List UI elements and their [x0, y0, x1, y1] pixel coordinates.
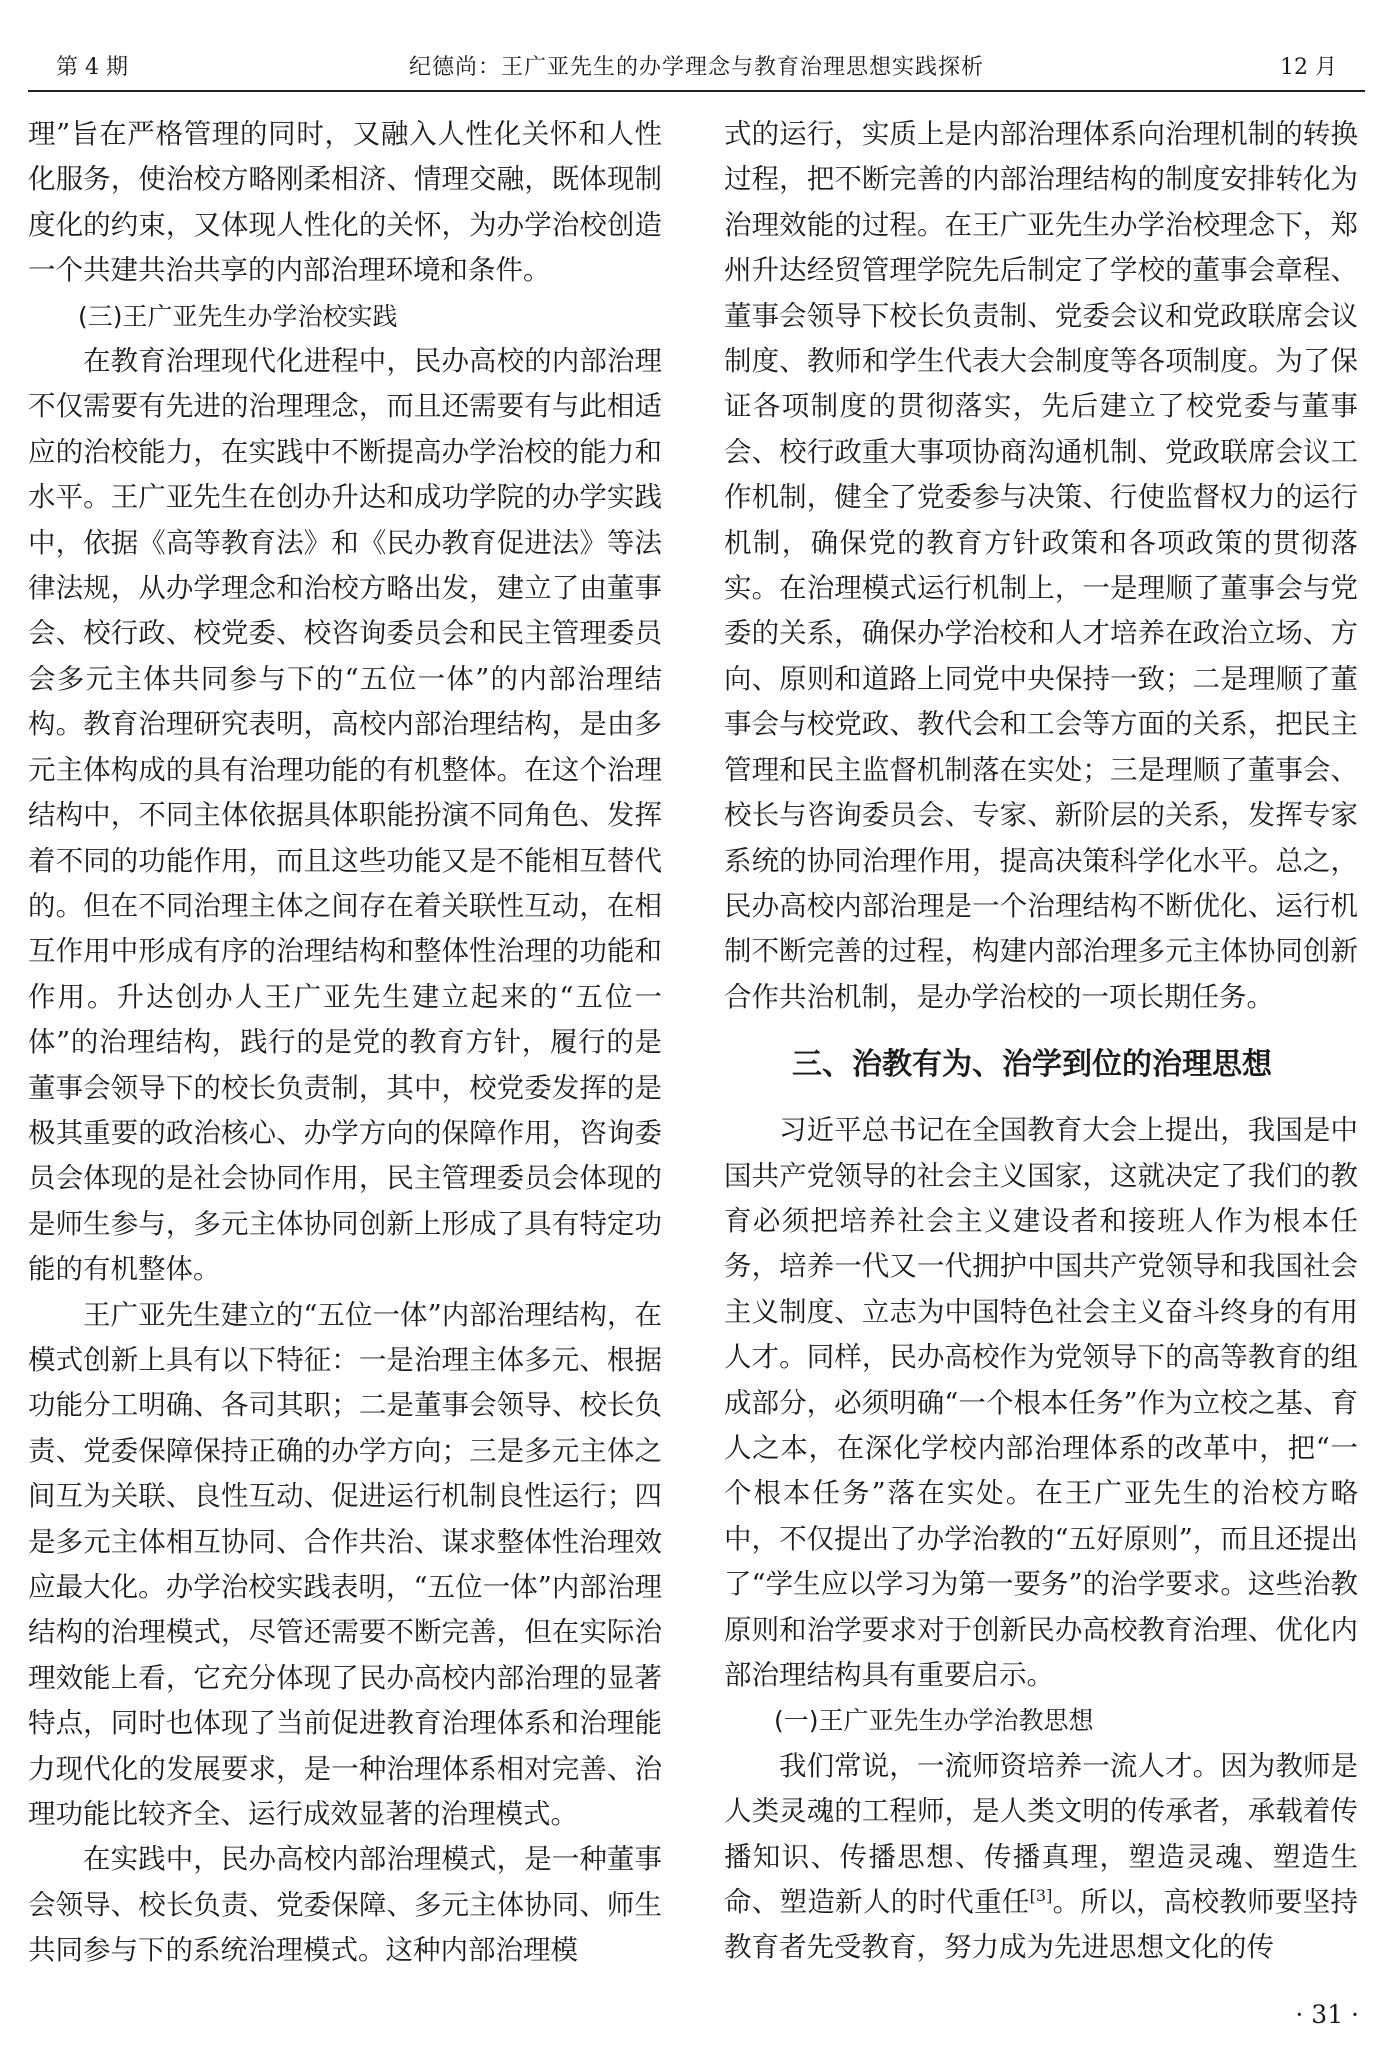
running-title: 纪德尚：王广亚先生的办学理念与教育治理思想实践探析 [408, 55, 984, 80]
page-number: · 31 · [1295, 2000, 1359, 2029]
subsection-heading-3: (三)王广亚先生办学治校实践 [78, 301, 398, 331]
paragraph-text-continued: 。所以，高校教师要坚持教育者先受教育，努力成为先进思想文化的传 [724, 1886, 1359, 1964]
paragraph-text: 我们常说，一流师资培养一流人才。因为教师是人类灵魂的工程师，是人类文明的传承者，承载着传播知识、传播思想、传播真理，塑造灵魂、塑造生命、塑造新人的时代重任 [724, 1749, 1358, 1919]
section-heading-3: 三、治教有为、治学到位的治理思想 [792, 1047, 1272, 1083]
left-paragraph-2: 在教育治理现代化进程中，民办高校的内部治理不仅需要有先进的治理理念，而且还需要有与此相适应的治校能力，在实践中不断提高办学治校的能力和水平。王广亚先生在创办升达和成功学院的办学实践中，依据《高等教育法》和《民办教育促进法》等法律法规，从办学理念和治校方略出发，建立了由董事会、校行政、校党委、校咨询委员会和民主管理委员会多元主体共同参与下的“五位一体”的内部治理结构。教育治理研究表明，高校内部治理结构，是由多元主体构成的具有治理功能的有机整体。在这个治理结构中，不同主体依据具体职能扮演不同角色、发挥着不同的功能作用，而且这些功能又是不能相互替代的。但在不同治理主体之间存在着关联性互动，在相互作用中形成有序的治理结构和整体性治理的功能和作用。升达创办人王广亚先生建立起来的“五位一体”的治理结构，践行的是党的教育方针，履行的是董事会领导下的校长负责制，其中，校党委发挥的是极其重要的政治核心、办学方向的保障作用，咨询委员会体现的是社会协同作用，民主管理委员会体现的是师生参与，多元主体协同创新上形成了具有特定功能的有机整体。 [28, 345, 662, 1286]
issue-label: 第 4 期 [56, 55, 128, 80]
right-paragraph-3 [724, 1744, 1358, 1971]
right-paragraph-2: 习近平总书记在全国教育大会上提出，我国是中国共产党领导的社会主义国家，这就决定了我们的教育必须把培养社会主义建设者和接班人作为根本任务，培养一代又一代拥护中国共产党领导和我国社会主义制度、立志为中国特色社会主义奋斗终身的有用人才。同样，民办高校作为党领导下的高等教育的组成部分，必须明确“一个根本任务”作为立校之基、育人之本，在深化学校内部治理体系的改革中，把“一个根本任务”落在实处。在王广亚先生的治校方略中，不仅提出了办学治教的“五好原则”，而且还提出了“学生应以学习为第一要务”的治学要求。这些治教原则和治学要求对于创新民办高校教育治理、优化内部治理结构具有重要启示。 [724, 1114, 1358, 1691]
month-label: 12 月 [1280, 55, 1337, 80]
running-header [28, 38, 1365, 84]
header-rule [28, 90, 1365, 92]
citation-marker: [3] [1029, 1885, 1053, 1905]
subsection-heading-1: (一)王广亚先生办学治教思想 [774, 1706, 1094, 1736]
right-paragraph-1: 式的运行，实质上是内部治理体系向治理机制的转换过程，把不断完善的内部治理结构的制度安排转化为治理效能的过程。在王广亚先生办学治校理念下，郑州升达经贸管理学院先后制定了学校的董事会章程、董事会领导下校长负责制、党委会议和党政联席会议制度、教师和学生代表大会制度等各项制度。为了保证各项制度的贯彻落实，先后建立了校党委与董事会、校行政重大事项协商沟通机制、党政联席会议工作机制，健全了党委参与决策、行使监督权力的运行机制，确保党的教育方针政策和各项政策的贯彻落实。在治理模式运行机制上，一是理顺了董事会与党委的关系，确保办学治校和人才培养在政治立场、方向、原则和道路上同党中央保持一致；二是理顺了董事会与校党政、教代会和工会等方面的关系，把民主管理和民主监督机制落在实处；三是理顺了董事会、校长与咨询委员会、专家、新阶层的关系，发挥专家系统的协同治理作用，提高决策科学化水平。总之，民办高校内部治理是一个治理结构不断优化、运行机制不断完善的过程，构建内部治理多元主体协同创新合作共治机制，是办学治校的一项长期任务。 [724, 118, 1358, 1013]
left-paragraph-3: 王广亚先生建立的“五位一体”内部治理结构，在模式创新上具有以下特征：一是治理主体多元、根据功能分工明确、各司其职；二是董事会领导、校长负责、党委保障保持正确的办学方向；三是多元主体之间互为关联、良性互动、促进运行机制良性运行；四是多元主体相互协同、合作共治、谋求整体性治理效应最大化。办学治校实践表明，“五位一体”内部治理结构的治理模式，尽管还需要不断完善，但在实际治理效能上看，它充分体现了民办高校内部治理的显著特点，同时也体现了当前促进教育治理体系和治理能力现代化的发展要求，是一种治理体系相对完善、治理功能比较齐全、运行成效显著的治理模式。 [28, 1298, 662, 1831]
left-column [28, 112, 662, 1974]
right-column [724, 112, 1358, 1971]
left-paragraph-4: 在实践中，民办高校内部治理模式，是一种董事会领导、校长负责、党委保障、多元主体协同、师生共同参与下的系统治理模式。这种内部治理模 [28, 1843, 662, 1967]
left-paragraph-1: 理”旨在严格管理的同时，又融入人性化关怀和人性化服务，使治校方略刚柔相济、情理交融，既体现制度化的约束，又体现人性化的关怀，为办学治校创造一个共建共治共享的内部治理环境和条件。 [28, 118, 662, 287]
